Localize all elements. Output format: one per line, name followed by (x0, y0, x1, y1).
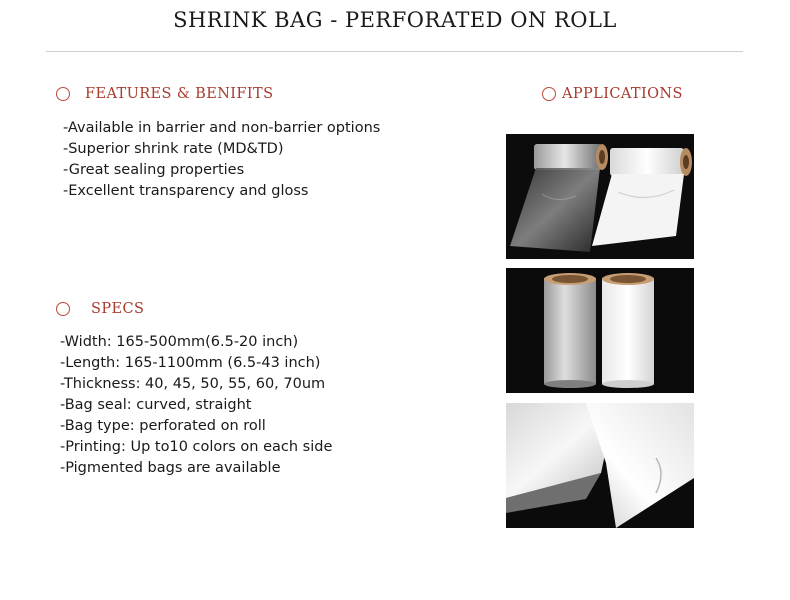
list-item: -Bag type: perforated on roll (60, 418, 266, 434)
circle-outline-icon (542, 87, 556, 101)
list-item: -Thickness: 40, 45, 50, 55, 60, 70um (60, 376, 326, 392)
list-item: -Bag seal: curved, straight (60, 397, 252, 413)
list-item: -Available in barrier and non-barrier options (63, 120, 381, 136)
list-item: -Excellent transparency and gloss (63, 183, 309, 199)
applications-heading (542, 86, 683, 102)
specs-list (60, 332, 332, 479)
circle-outline-icon (56, 302, 70, 316)
page-title: SHRINK BAG - PERFORATED ON ROLL (173, 8, 617, 32)
list-item: -Pigmented bags are available (60, 460, 281, 476)
rolls-unwound-photo (506, 134, 694, 259)
features-heading (56, 86, 273, 102)
features-list (63, 118, 380, 202)
film-closeup-photo (506, 403, 694, 528)
list-item: -Printing: Up to10 colors on each side (60, 439, 333, 455)
list-item: -Length: 165-1100mm (6.5-43 inch) (60, 355, 321, 371)
applications-heading-label: APPLICATIONS (562, 86, 683, 102)
list-item: -Width: 165-500mm(6.5-20 inch) (60, 334, 299, 350)
title-divider (46, 51, 743, 52)
specs-heading (56, 301, 144, 317)
rolls-standing-photo (506, 268, 694, 393)
list-item: -Superior shrink rate (MD&TD) (63, 141, 284, 157)
circle-outline-icon (56, 87, 70, 101)
specs-heading-label: SPECS (91, 301, 145, 317)
features-heading-label: FEATURES & BENIFITS (85, 86, 274, 102)
list-item: -Great sealing properties (63, 162, 245, 178)
